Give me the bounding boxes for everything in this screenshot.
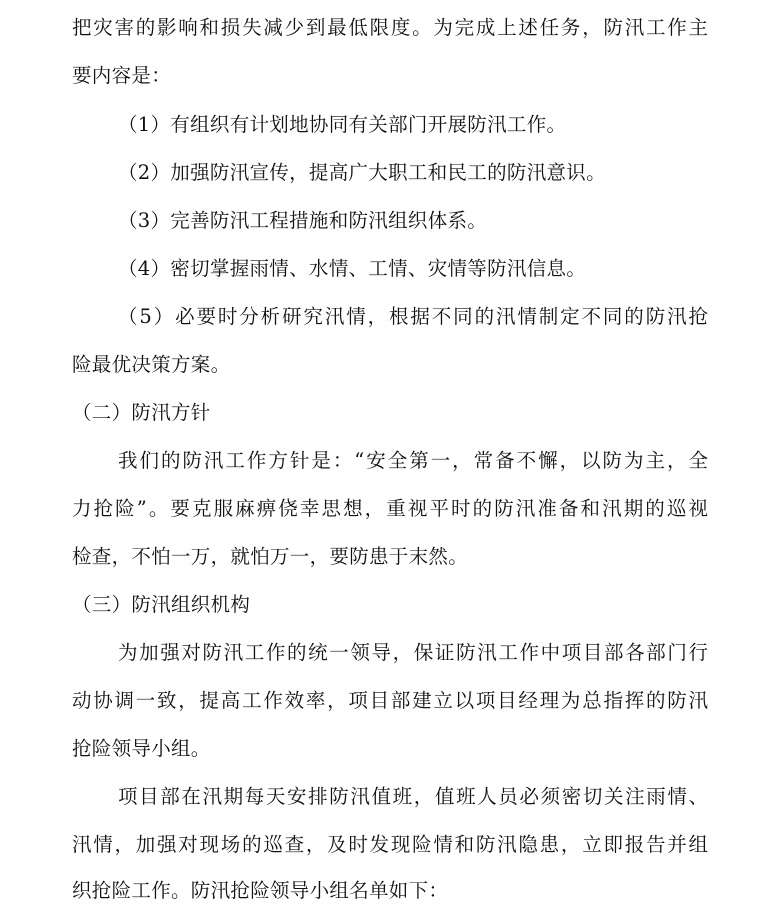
paragraph-line: 要内容是： [72,64,172,87]
section-heading-2: （二）防汛方针 [72,401,211,424]
list-item-5-continued: 险最优决策方案。 [72,353,231,376]
paragraph-line: 为加强对防汛工作的统一领导，保证防汛工作中项目部各部门行 [118,641,708,664]
paragraph-line: 动协调一致，提高工作效率，项目部建立以项目经理为总指挥的防汛 [72,689,708,712]
paragraph-line: 检查，不怕一万，就怕万一，要防患于末然。 [72,545,469,568]
paragraph-line: 把灾害的影响和损失减少到最低限度。为完成上述任务，防汛工作主 [72,16,708,39]
list-item-3: （3）完善防汛工程措施和防汛组织体系。 [118,209,488,232]
paragraph-line: 我们的防汛工作方针是：“安全第一，常备不懈，以防为主，全 [118,449,708,472]
list-item-4: （4）密切掌握雨情、水情、工情、灾情等防汛信息。 [118,257,587,280]
list-item-1: （1）有组织有计划地协同有关部门开展防汛工作。 [118,113,567,136]
section-heading-3: （三）防汛组织机构 [72,593,251,616]
paragraph-line: 抢险领导小组。 [72,737,211,760]
paragraph-line: 力抢险”。要克服麻痹侥幸思想，重视平时的防汛准备和汛期的巡视 [72,497,708,520]
paragraph-line: 织抢险工作。防汛抢险领导小组名单如下： [72,879,449,902]
paragraph-line: 汛情，加强对现场的巡查，及时发现险情和防汛隐患，立即报告并组 [72,833,708,856]
paragraph-line: 项目部在汛期每天安排防汛值班，值班人员必须密切关注雨情、 [118,785,708,808]
list-item-2: （2）加强防汛宣传，提高广大职工和民工的防汛意识。 [118,161,606,184]
list-item-5: （5）必要时分析研究汛情，根据不同的汛情制定不同的防汛抢 [118,305,708,328]
